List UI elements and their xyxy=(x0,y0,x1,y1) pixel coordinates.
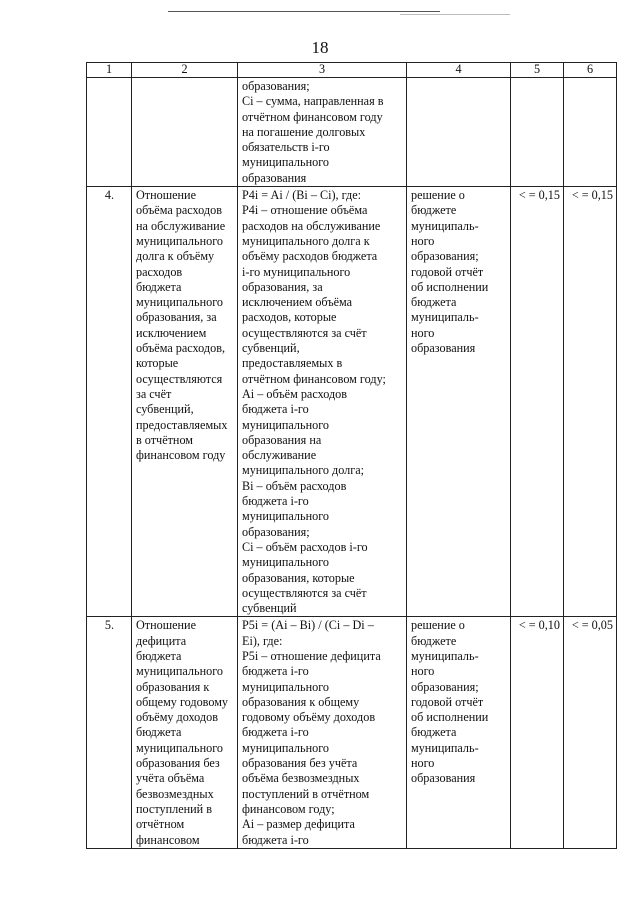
formula-line: образования на xyxy=(242,432,322,447)
formula-line: субвенций xyxy=(242,601,297,616)
threshold-value-a xyxy=(511,78,564,187)
indicator-name-line: бюджета xyxy=(136,648,182,663)
formula-line: объёму расходов бюджета xyxy=(242,249,378,264)
indicator-name-line: Отношение xyxy=(136,618,196,633)
formula-line: бюджета i-го xyxy=(242,402,309,417)
formula-line: обслуживание xyxy=(242,448,317,463)
threshold-value-b: < = 0,15 xyxy=(564,187,617,617)
indicator-name-line: дефицита xyxy=(136,633,187,648)
indicator-name-line: субвенций, xyxy=(136,402,194,417)
indicator-name-line: поступлений в xyxy=(136,801,212,816)
formula-line: P5i = (Ai – Bi) / (Ci – Di – xyxy=(242,618,374,633)
formula-line: бюджета i-го xyxy=(242,725,309,740)
data-source-line: годовой отчёт xyxy=(411,694,484,709)
formula-line: отчётном финансовом году xyxy=(242,109,383,124)
formula-line: предоставляемых в xyxy=(242,356,343,371)
formula-line: отчётном финансовом году; xyxy=(242,371,386,386)
data-source-line: годовой отчёт xyxy=(411,264,484,279)
indicator-name-line: муниципального xyxy=(136,740,223,755)
row-number: 4. xyxy=(87,187,132,617)
indicator-name-line: в отчётном xyxy=(136,432,194,447)
data-source-line: муниципаль- xyxy=(411,310,479,325)
data-source-line: бюджете xyxy=(411,203,457,218)
formula-line: Bi – объём расходов xyxy=(242,478,347,493)
table-row xyxy=(87,617,617,848)
data-source-line: ного xyxy=(411,233,435,248)
data-source-line: решение о xyxy=(411,188,465,203)
data-source-line: ного xyxy=(411,756,435,771)
formula-line: муниципального долга; xyxy=(242,463,365,478)
indicator-name-line: объёму доходов xyxy=(136,710,218,725)
indicator-name-line: бюджета xyxy=(136,725,182,740)
indicator-name-line: финансовом xyxy=(136,832,200,847)
formula-line: муниципального xyxy=(242,509,329,524)
column-number: 3 xyxy=(238,63,407,78)
indicator-name-cell xyxy=(132,78,238,187)
row-number: 5. xyxy=(87,617,132,848)
formula-line: муниципального долга к xyxy=(242,233,370,248)
table-body xyxy=(87,78,617,849)
formula-line: субвенций, xyxy=(242,341,300,356)
formula-line: муниципального xyxy=(242,555,329,570)
indicator-name-line: образования к xyxy=(136,679,210,694)
data-source-line: образования; xyxy=(411,679,479,694)
top-rule-faint xyxy=(400,14,510,15)
formula-line: осуществляются за счёт xyxy=(242,585,367,600)
indicator-name-line: образования без xyxy=(136,756,220,771)
indicator-name-cell xyxy=(132,617,238,848)
indicator-name-line: на обслуживание xyxy=(136,218,226,233)
formula-line: P4i = Ai / (Bi – Ci), где: xyxy=(242,188,362,203)
formula-line: муниципального xyxy=(242,417,329,432)
formula-line: муниципального xyxy=(242,679,329,694)
indicator-name-line: за счёт xyxy=(136,386,172,401)
table-row xyxy=(87,187,617,617)
data-source-line: образования xyxy=(411,341,476,356)
formula-line: Ai – объём расходов xyxy=(242,386,348,401)
formula-line: образования; xyxy=(242,79,310,93)
formula-line: обязательств i-го xyxy=(242,140,330,155)
column-number: 2 xyxy=(132,63,238,78)
indicator-name-line: осуществляются xyxy=(136,371,223,386)
formula-line: образования, которые xyxy=(242,570,355,585)
formula-cell xyxy=(238,617,407,848)
column-number: 6 xyxy=(564,63,617,78)
indicator-name-line: объёма расходов, xyxy=(136,341,226,356)
row-number xyxy=(87,78,132,187)
indicator-name-line: муниципального xyxy=(136,664,223,679)
data-source-line: муниципаль- xyxy=(411,648,479,663)
indicator-name-line: объёма расходов xyxy=(136,203,222,218)
formula-line: муниципального xyxy=(242,740,329,755)
indicator-name-line: образования, за xyxy=(136,310,217,325)
formula-line: образования xyxy=(242,170,307,185)
column-number: 5 xyxy=(511,63,564,78)
formula-line: P5i – отношение дефицита xyxy=(242,648,381,663)
formula-line: P4i – отношение объёма xyxy=(242,203,368,218)
indicator-name-line: общему годовому xyxy=(136,694,229,709)
formula-line: i-го муниципального xyxy=(242,264,351,279)
column-number-row xyxy=(87,63,617,78)
data-source-line: муниципаль- xyxy=(411,740,479,755)
threshold-value-b xyxy=(564,78,617,187)
indicator-name-line: муниципального xyxy=(136,233,223,248)
data-source-line: бюджета xyxy=(411,295,457,310)
indicator-name-line: исключением xyxy=(136,325,207,340)
formula-line: бюджета i-го xyxy=(242,664,309,679)
data-source-line: муниципаль- xyxy=(411,218,479,233)
top-rule xyxy=(168,11,440,12)
indicators-table xyxy=(86,62,617,849)
data-source-line: ного xyxy=(411,664,435,679)
threshold-value-a: < = 0,15 xyxy=(511,187,564,617)
indicator-name-line: финансовом году xyxy=(136,448,226,463)
formula-line: образования без учёта xyxy=(242,756,358,771)
formula-line: образования; xyxy=(242,524,310,539)
formula-cell xyxy=(238,78,407,187)
data-source-cell xyxy=(407,617,511,848)
data-source-line: бюджета xyxy=(411,725,457,740)
indicator-name-line: Отношение xyxy=(136,188,196,203)
formula-line: муниципального xyxy=(242,155,329,170)
formula-line: поступлений в отчётном xyxy=(242,786,370,801)
formula-line: бюджета i-го xyxy=(242,832,309,847)
formula-line: на погашение долговых xyxy=(242,124,366,139)
formula-line: финансовом году; xyxy=(242,801,335,816)
data-source-line: образования xyxy=(411,771,476,786)
indicator-name-line: бюджета xyxy=(136,279,182,294)
table-row xyxy=(87,78,617,187)
formula-line: Ai – размер дефицита xyxy=(242,817,355,832)
formula-line: годовому объёму доходов xyxy=(242,710,376,725)
data-source-line: об исполнении xyxy=(411,710,489,725)
indicator-name-line: которые xyxy=(136,356,179,371)
data-source-line: образования; xyxy=(411,249,479,264)
formula-line: бюджета i-го xyxy=(242,494,309,509)
formula-line: образования к общему xyxy=(242,694,360,709)
indicator-name-cell xyxy=(132,187,238,617)
threshold-value-b: < = 0,05 xyxy=(564,617,617,848)
data-source-line: ного xyxy=(411,325,435,340)
formula-line: расходов, которые xyxy=(242,310,337,325)
formula-line: осуществляются за счёт xyxy=(242,325,367,340)
page-number: 18 xyxy=(311,38,329,57)
formula-cell xyxy=(238,187,407,617)
data-source-line: решение о xyxy=(411,618,465,633)
formula-line: Ci – объём расходов i-го xyxy=(242,539,368,554)
threshold-value-a: < = 0,10 xyxy=(511,617,564,848)
formula-line: образования, за xyxy=(242,279,323,294)
formula-line: Ci – сумма, направленная в xyxy=(242,94,384,109)
formula-line: расходов на обслуживание xyxy=(242,218,381,233)
indicator-name-line: расходов xyxy=(136,264,183,279)
indicator-name-line: отчётном xyxy=(136,817,185,832)
formula-line: Ei), где: xyxy=(242,633,283,648)
indicator-name-line: муниципального xyxy=(136,295,223,310)
data-source-line: об исполнении xyxy=(411,279,489,294)
column-number: 1 xyxy=(87,63,132,78)
indicator-name-line: долга к объёму xyxy=(136,249,215,264)
data-source-line: бюджете xyxy=(411,633,457,648)
data-source-cell xyxy=(407,187,511,617)
column-number: 4 xyxy=(407,63,511,78)
formula-line: объёма безвозмездных xyxy=(242,771,360,786)
data-source-cell xyxy=(407,78,511,187)
formula-line: исключением объёма xyxy=(242,295,353,310)
indicator-name-line: безвозмездных xyxy=(136,786,214,801)
indicator-name-line: предоставляемых xyxy=(136,417,228,432)
indicator-name-line: учёта объёма xyxy=(136,771,205,786)
